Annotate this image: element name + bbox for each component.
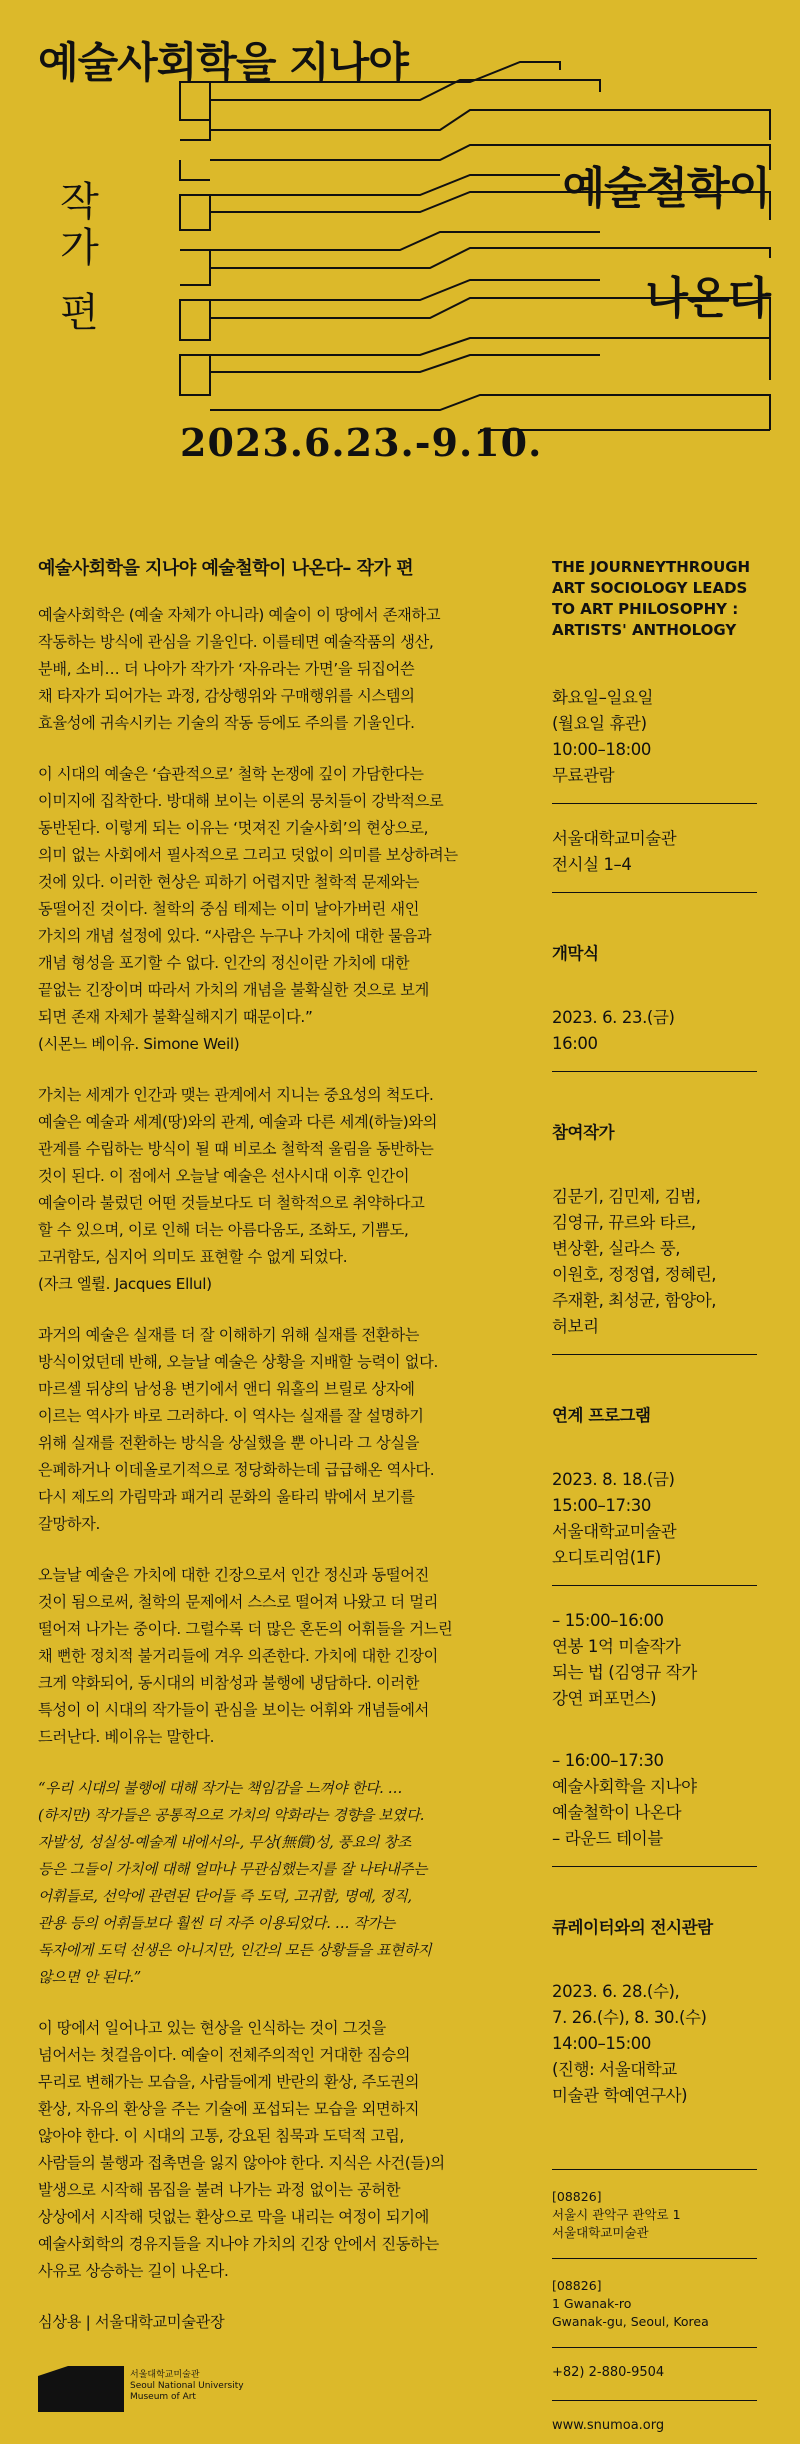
essay-signature: 심상용 | 서울대학교미술관장 xyxy=(38,2313,225,2331)
artists-label: 참여작가 xyxy=(552,1123,615,1142)
program-part1: – 15:00–16:00 연봉 1억 미술작가 되는 법 (김영규 작가 강연 퍼포먼스) xyxy=(552,1611,697,1708)
curator-label: 큐레이터와의 전시관람 xyxy=(552,1918,713,1937)
address-english: [08826] 1 Gwanak-ro Gwanak-gu, Seoul, Korea xyxy=(552,2278,709,2329)
hours-block: 화요일–일요일 (월요일 휴관) 10:00–18:00 무료관람 xyxy=(552,685,757,804)
website-link[interactable]: www.snumoa.org xyxy=(552,2400,757,2435)
museum-logo xyxy=(38,2366,258,2416)
info-sidebar xyxy=(552,557,757,2435)
venue-block: 서울대학교미술관 전시실 1–4 xyxy=(552,826,757,893)
program-main: 2023. 8. 18.(금) 15:00–17:30 서울대학교미술관 오디토리엄(1F) xyxy=(552,1470,677,1567)
program-label: 연계 프로그램 xyxy=(552,1406,651,1425)
exhibition-date: 2023.6.23.-9.10. xyxy=(180,420,543,465)
essay-closing: 이 땅에서 일어나고 있는 현상을 인식하는 것이 그것을 넘어서는 첫걸음이다. 예술이 전체주의적인 거대한 짐승의 무리로 변해가는 모습을, 사람들에게 반란의 환상, 주도권의 환상, 자유의 환상을 주는 기술에 포섭되는 모습을 외면하지 않아야 한다. 이 시대의 고통, 강요된 침묵과 도덕적 고립, 사람들의 불행과 접촉면을 잃지 않아야 한다. 지식은 사건(들)의 발생으로 시작해 몸집을 불려 나가는 과정 없이는 공허한 상상에서 시작해 덧없는 환상으로 막을 내리는 여정이 되기에 예술사회학의 경유지들을 지나야 가치의 긴장 안에서 진동하는 사유로 상승하는 길이 나온다. xyxy=(38,2019,445,2280)
english-title: THE JOURNEYTHROUGH ART SOCIOLOGY LEADS TO ART PHILOSOPHY : ARTISTS' ANTHOLOGY xyxy=(552,558,751,639)
essay-paragraph-4: 과거의 예술은 실재를 더 잘 이해하기 위해 실재를 전환하는 방식이었던데 반해, 오늘날 예술은 상황을 지배할 능력이 없다. 마르셀 뒤샹의 남성용 변기에서 앤디 워홀의 브릴로 상자에 이르는 역사가 바로 그러하다. 이 역사는 실재를 잘 설명하기 위해 실재를 전환하는 방식을 상실했을 뿐 아니라 그 상실을 은폐하거나 이데올로기적으로 정당화하는데 급급해온 역사다. 다시 제도의 가림막과 패거리 문화의 울타리 밖에서 보기를 갈망하자. xyxy=(38,1326,439,1533)
phone-number: +82) 2-880-9504 xyxy=(552,2347,757,2382)
poster-title-line3: 나온다 xyxy=(645,273,770,324)
curator-block xyxy=(552,1889,757,2123)
essay-paragraph-3: 가치는 세계가 인간과 맺는 관계에서 지니는 중요성의 척도다. 예술은 예술과 세계(땅)와의 관계, 예술과 다른 세계(하늘)와의 관계를 수립하는 방식이 될 때 비로소 철학적 울림을 동반하는 것이 된다. 이 점에서 오늘날 예술은 선사시대 이후 인간이 예술이라 불렀던 어떤 것들보다도 더 철학적으로 취약하다고 할 수 있으며, 이로 인해 더는 아름다움도, 조화도, 기쁨도, 고귀함도, 심지어 의미도 표현할 수 없게 되었다. (자크 엘륄. Jacques Ellul) xyxy=(38,1086,438,1293)
opening-value: 2023. 6. 23.(금) 16:00 xyxy=(552,1008,675,1053)
essay-quote: “우리 시대의 불행에 대해 작가는 책임감을 느껴야 한다. … (하지만) 작가들은 공통적으로 가치의 악화라는 경향을 보였다. 자발성, 성실성-예술계 내에서의-, 무상(無償)성, 풍요의 창조 등은 그들이 가치에 대해 얼마나 무관심했는지를 잘 나타내주는 어휘들로, 선악에 관련된 단어들 즉 도덕, 고귀함, 명예, 정직, 관용 등의 어휘들보다 훨씬 더 자주 이용되었다. … 작가는 독자에게 도덕 선생은 아니지만, 인간의 모든 상황들을 표현하지 않으면 안 된다.” xyxy=(38,1780,432,1986)
essay-paragraph-1: 예술사회학은 (예술 자체가 아니라) 예술이 이 땅에서 존재하고 작동하는 방식에 관심을 기울인다. 이를테면 예술작품의 생산, 분배, 소비… 더 나아가 작가가 ‘자유라는 가면’을 뒤집어쓴 채 타자가 되어가는 과정, 감상행위와 구매행위를 시스템의 효율성에 귀속시키는 기술의 작동 등에도 주의를 기울인다. xyxy=(38,606,441,732)
opening-block xyxy=(552,915,757,1072)
opening-label: 개막식 xyxy=(552,944,599,963)
address-english-block xyxy=(552,2258,757,2347)
essay-column xyxy=(38,555,516,2360)
essay-paragraph-2: 이 시대의 예술은 ‘습관적으로’ 철학 논쟁에 깊이 가담한다는 이미지에 집착한다. 방대해 보이는 이론의 뭉치들이 강박적으로 동반된다. 이렇게 되는 이유는 ‘멋져진 기술사회’의 현상으로, 의미 없는 사회에서 필사적으로 그리고 덧없이 의미를 보상하려는 것에 있다. 이러한 현상은 피하기 어렵지만 철학적 문제와는 동떨어진 것이다. 철학의 중심 테제는 이미 날아가버린 새인 가치의 개념 설정에 있다. “사람은 누구나 가치에 대한 물음과 개념 형성을 포기할 수 없다. 인간의 정신이란 가치에 대한 끝없는 긴장이며 따라서 가치의 개념을 불확실한 것으로 보게 되면 존재 자체가 불확실해지기 때문이다.” (시몬느 베이유. Simone Weil) xyxy=(38,765,458,1053)
program-block xyxy=(552,1377,757,1586)
artist-edition-label: 작가 편 xyxy=(53,180,99,337)
museum-logo-text: 서울대학교미술관 Seoul National University Museum of Art xyxy=(130,2370,244,2402)
essay-heading: 예술사회학을 지나야 예술철학이 나온다– 작가 편 xyxy=(38,558,414,579)
museum-logo-mark-icon xyxy=(38,2366,124,2412)
artists-block xyxy=(552,1094,757,1355)
address-korean: [08826] 서울시 관악구 관악로 1 서울대학교미술관 xyxy=(552,2189,681,2240)
poster-title-line2: 예술철학이 xyxy=(562,163,770,214)
essay-paragraph-5: 오늘날 예술은 가치에 대한 긴장으로서 인간 정신과 동떨어진 것이 됨으로써, 철학의 문제에서 스스로 떨어져 나왔고 더 멀리 떨어져 나가는 중이다. 그럴수록 더 많은 혼돈의 어휘들을 거느린 채 뻔한 정치적 불거리들에 겨우 의존한다. 가치에 대한 긴장이 크게 약화되어, 동시대의 비참성과 불행에 냉담하다. 이러한 특성이 이 시대의 작가들이 관심을 보이는 어휘와 개념들에서 드러난다. 베이유는 말한다. xyxy=(38,1566,453,1746)
artists-list: 김문기, 김민제, 김범, 김영규, 뀨르와 타르, 변상환, 실라스 풍, 이원호, 정정엽, 정혜린, 주재환, 최성균, 함양아, 허보리 xyxy=(552,1187,717,1336)
poster-title-line1: 예술사회학을 지나야 xyxy=(38,38,408,87)
program-part2: – 16:00–17:30 예술사회학을 지나야 예술철학이 나온다 – 라운드 테이블 xyxy=(552,1748,757,1867)
curator-value: 2023. 6. 28.(수), 7. 26.(수), 8. 30.(수) 14:00–15:00 (진행: 서울대학교 미술관 학예연구사) xyxy=(552,1982,707,2105)
poster-header xyxy=(0,0,800,520)
address-block xyxy=(552,2169,757,2258)
